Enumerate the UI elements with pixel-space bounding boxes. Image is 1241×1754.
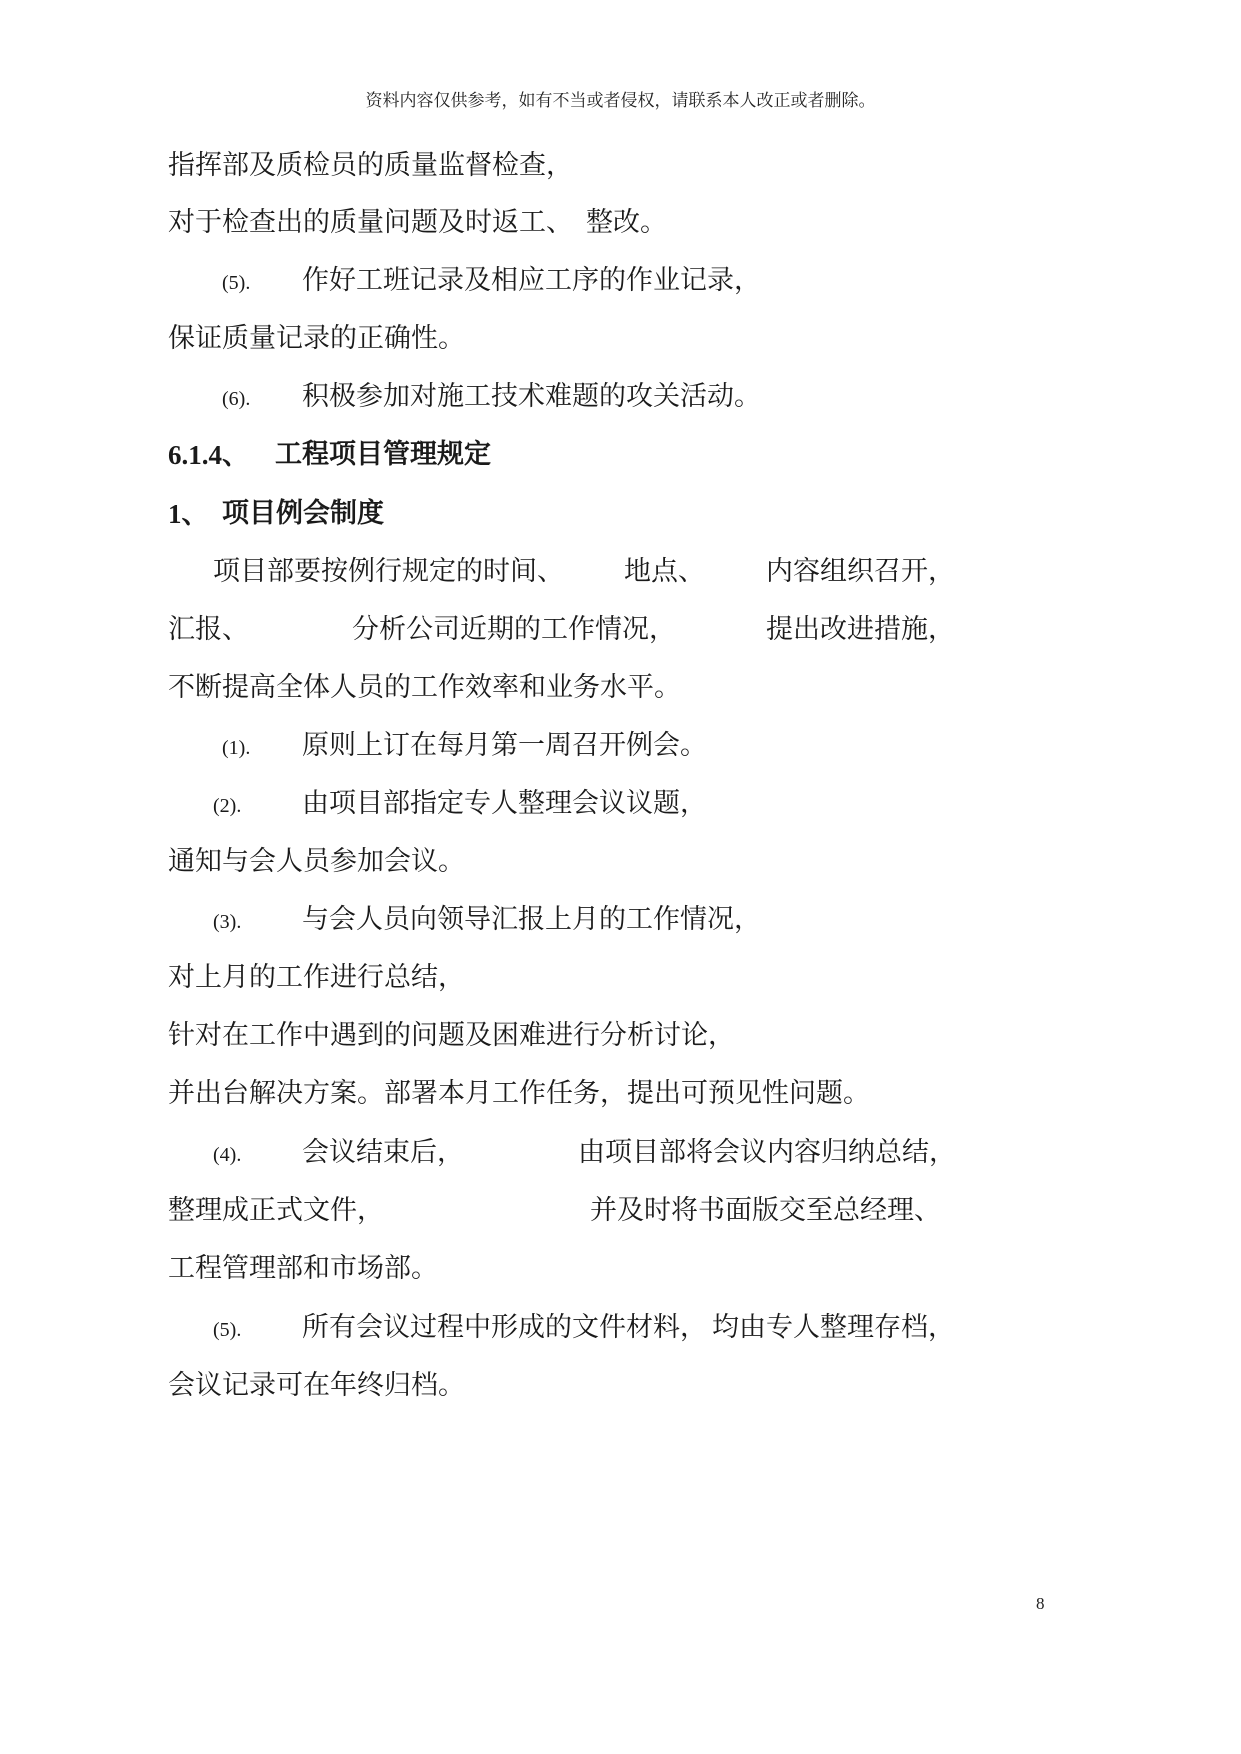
text-line [0,1249,1241,1289]
text-line [0,1366,1241,1406]
subsection-number: 1、 [168,499,209,529]
text-line [0,842,1241,882]
list-item [0,261,1241,301]
list-item-text: 由项目部将会议内容归纳总结， [578,1137,956,1168]
list-item [0,377,1241,417]
body-text: 对于检查出的质量问题及时返工、 [168,207,573,238]
body-text: 通知与会人员参加会议。 [168,846,465,877]
list-item-number: (3). [213,911,242,933]
list-item [0,900,1241,940]
body-text: 分析公司近期的工作情况， [352,614,676,645]
body-text: 地点、 [624,556,705,587]
text-line [0,668,1241,708]
list-item [0,784,1241,824]
text-line [0,203,1241,243]
body-text: 对上月的工作进行总结， [168,962,465,993]
text-line [0,552,1241,592]
section-heading [0,435,1241,475]
list-item-text: 积极参加对施工技术难题的攻关活动。 [302,381,761,412]
text-line [0,1191,1241,1231]
body-text: 汇报、 [168,614,249,645]
body-text: 指挥部及质检员的质量监督检查， [168,150,573,181]
list-item-text: 作好工班记录及相应工序的作业记录， [302,265,761,296]
list-item [0,1133,1241,1173]
page-header-disclaimer: 资料内容仅供参考，如有不当或者侵权，请联系本人改正或者删除。 [365,91,876,111]
subsection-title: 项目例会制度 [222,498,384,529]
list-item-text: 会议结束后， [302,1137,464,1168]
subsection-heading [0,494,1241,534]
list-item-text: 与会人员向领导汇报上月的工作情况， [302,904,761,935]
list-item-number: (1). [222,737,251,759]
section-number: 6.1.4、 [168,440,249,470]
section-title: 工程项目管理规定 [275,439,491,470]
body-text: 工程管理部和市场部。 [168,1253,438,1284]
page-number: 8 [1036,1594,1045,1613]
body-text: 并及时将书面版交至总经理、 [590,1195,941,1226]
list-item [0,726,1241,766]
list-item-number: (5). [213,1319,242,1341]
list-item-number: (4). [213,1144,242,1166]
list-item [0,1308,1241,1348]
body-text: 内容组织召开， [766,556,955,587]
body-text: 保证质量记录的正确性。 [168,323,465,354]
list-item-text: 均由专人整理存档， [712,1312,955,1343]
text-line [0,319,1241,359]
text-line [0,958,1241,998]
text-line [0,146,1241,186]
body-text: 整改。 [586,207,667,238]
body-text: 项目部要按例行规定的时间、 [213,556,564,587]
body-text: 不断提高全体人员的工作效率和业务水平。 [168,672,681,703]
text-line [0,1016,1241,1056]
list-item-text: 由项目部指定专人整理会议议题， [302,788,707,819]
body-text: 提出改进措施， [766,614,955,645]
body-text: 针对在工作中遇到的问题及困难进行分析讨论， [168,1020,735,1051]
body-text: 整理成正式文件， [168,1195,384,1226]
body-text: 会议记录可在年终归档。 [168,1370,465,1401]
text-line [0,1074,1241,1114]
list-item-text: 所有会议过程中形成的文件材料， [302,1312,707,1343]
list-item-number: (6). [222,388,251,410]
list-item-number: (2). [213,795,242,817]
body-text: 并出台解决方案。部署本月工作任务，提出可预见性问题。 [168,1078,870,1109]
text-line [0,610,1241,650]
list-item-text: 原则上订在每月第一周召开例会。 [302,730,707,761]
list-item-number: (5). [222,272,251,294]
